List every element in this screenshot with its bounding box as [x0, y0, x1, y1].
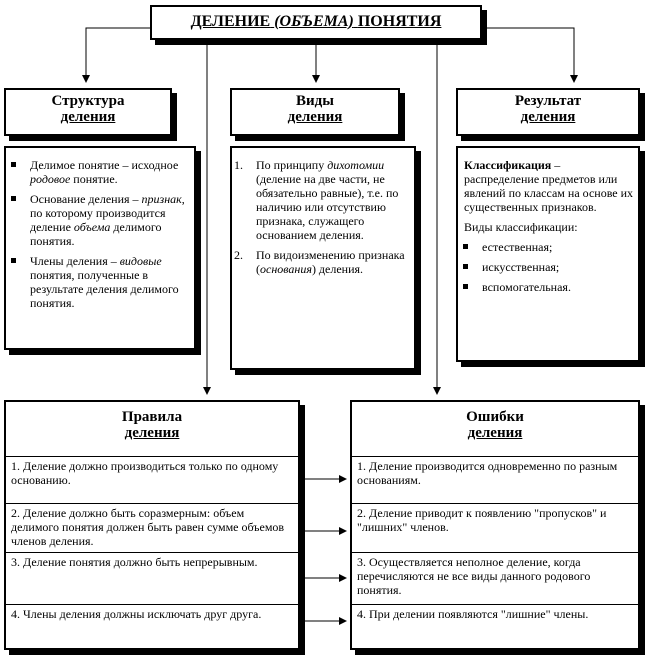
- rule-item-2: 2. Деление должно быть соразмерным: объем делимого понятия должен быть равен сумме объемов членов деления.: [6, 503, 298, 551]
- diagram-title: [150, 5, 482, 40]
- error-item-2: 2. Деление приводит к появлению "пропусков" и "лишних" членов.: [352, 503, 638, 551]
- classification-kind-2: искусственная;: [458, 260, 634, 274]
- structure-item-3: Члены деления – видовые понятия, полученные в результате деления делимого понятия.: [6, 254, 190, 310]
- classification-kind-1: естественная;: [458, 240, 634, 254]
- rule-item-3: 3. Деление понятия должно быть непрерывным.: [6, 552, 298, 604]
- errors-box: [350, 400, 640, 650]
- title-text: ДЕЛЕНИЕ: [190, 13, 271, 30]
- structure-item-2: Основание деления – признак, по которому производится деление объема делимого понятия.: [6, 192, 190, 248]
- arrow-to-structure: [86, 28, 150, 82]
- kinds-item-2: 2. По видоизменению признака (основания) деления.: [234, 248, 405, 276]
- rules-box: [4, 400, 300, 650]
- errors-header: Ошибки деления: [466, 409, 524, 441]
- classification-definition: Классификация – распределение предметов или явлений по классам на основе их существенных признаков.: [464, 158, 634, 214]
- structure-body: [4, 146, 196, 350]
- classification-kinds-label: Виды классификации:: [464, 220, 578, 234]
- kinds-header: Виды деления: [230, 88, 400, 136]
- error-item-3: 3. Осуществляется неполное деление, когда перечисляются не все виды данного родового понятия.: [352, 552, 638, 604]
- result-body: [456, 146, 640, 362]
- structure-header: Структура деления: [4, 88, 172, 136]
- title-italic: (ОБЪЕМА): [274, 13, 354, 30]
- classification-kind-3: вспомогательная.: [458, 280, 634, 294]
- kinds-item-1: 1. По принципу дихотомии (деление на две части, не обязательно равные), т.е. по наличию или отсутствию признака, служащего основанием деления.: [234, 158, 399, 242]
- error-item-4: 4. При делении появляются "лишние" члены.: [352, 604, 638, 648]
- title-text-end: ПОНЯТИЯ: [357, 13, 442, 30]
- error-item-1: 1. Деление производится одновременно по разным основаниям.: [352, 456, 638, 502]
- kinds-body: [230, 146, 416, 370]
- rules-header: Правила деления: [121, 409, 183, 441]
- structure-item-1: Делимое понятие – исходное родовое понятие.: [6, 158, 190, 186]
- rule-item-4: 4. Члены деления должны исключать друг друга.: [6, 604, 298, 648]
- result-header: Результат деления: [456, 88, 640, 136]
- rule-item-1: 1. Деление должно производиться только по одному основанию.: [6, 456, 298, 502]
- arrow-to-result: [482, 28, 574, 82]
